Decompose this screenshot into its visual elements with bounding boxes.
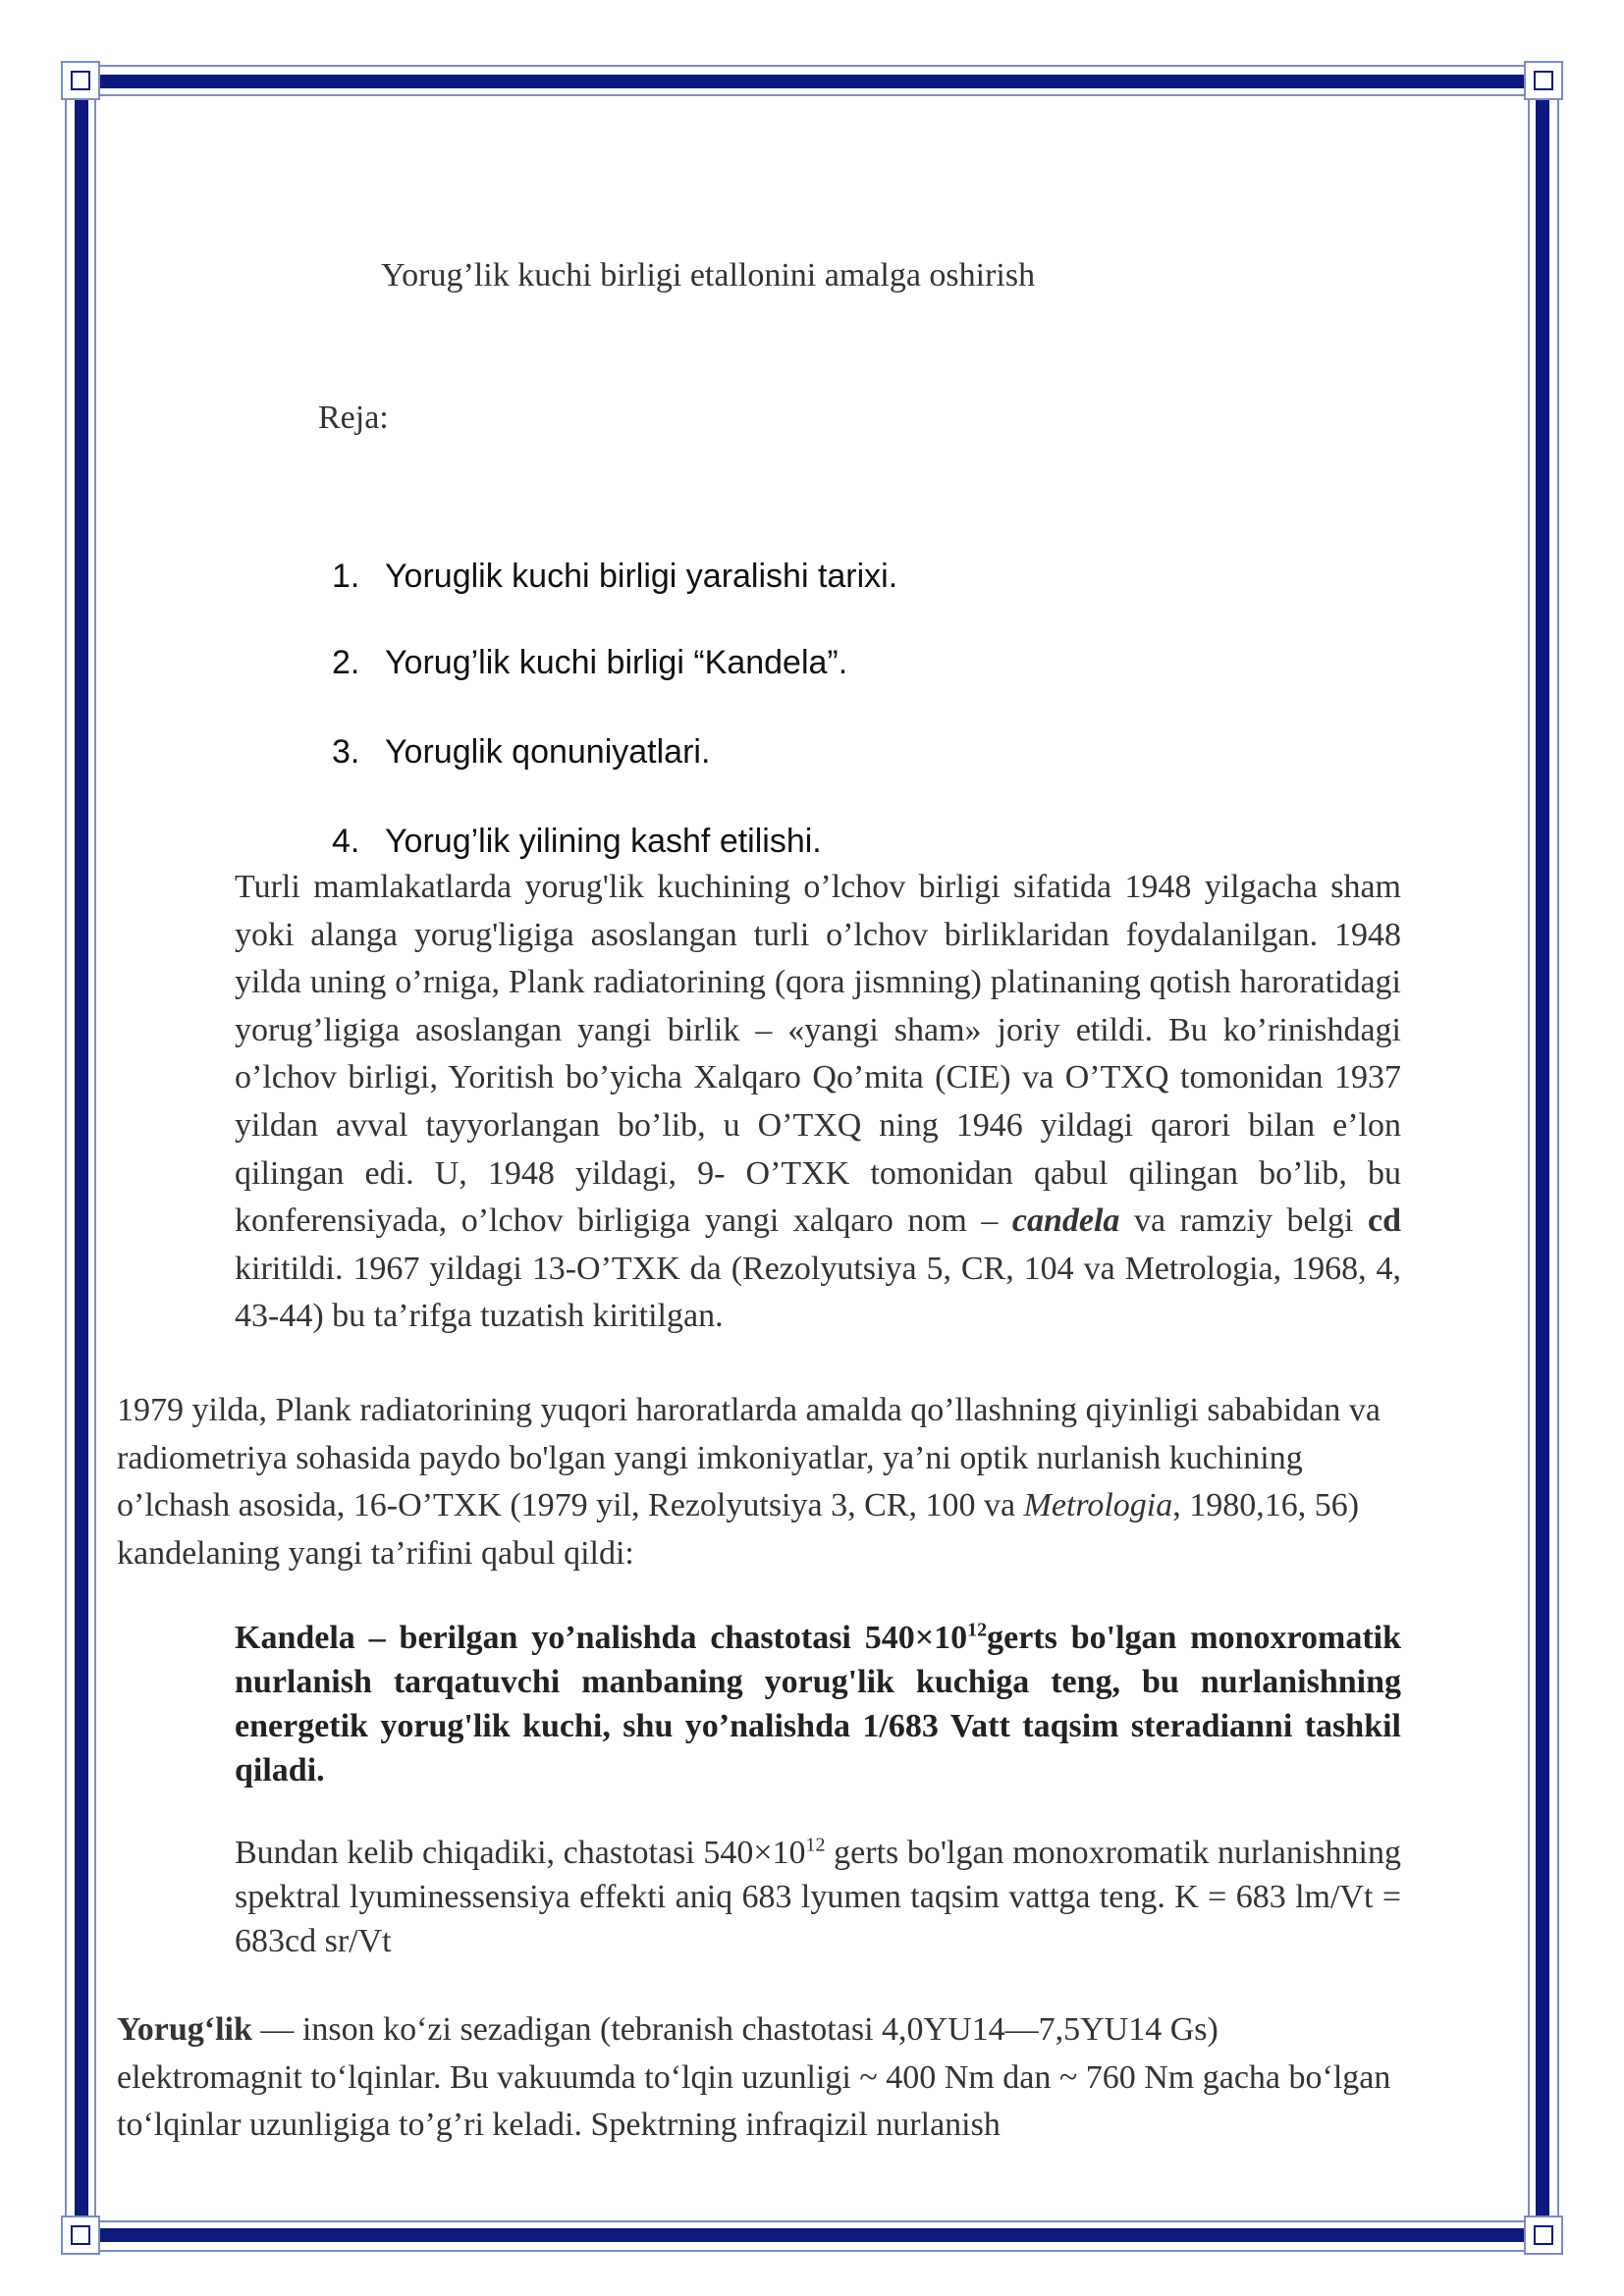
- candela-term: candela: [1011, 1202, 1120, 1240]
- corner-ornament: [61, 2216, 100, 2255]
- plan-item: 1. Yoruglik kuchi birligi yaralishi tarixi.: [332, 558, 898, 595]
- cd-symbol: cd: [1368, 1202, 1402, 1240]
- history-paragraph: Turli mamlakatlarda yorug'lik kuchining o’lchov birligi sifatida 1948 yilgacha sham yoki alanga yorug'ligiga asoslangan turli o’lchov birliklaridan foydalanilgan. 1948 yilda uning o’rniga, Plank radiatorining (qora jismning) platinaning qotish haroratidagi yorug’ligiga asoslangan yangi birlik – «yangi sham» joriy etildi. Bu ko’rinishdagi o’lchov birligi, Yoritish bo’yicha Xalqaro Qo’mita (CIE) va O’TXQ tomonidan 1937 yildan avval tayyorlangan bo’lib, u O’TXQ ning 1946 yildagi qarori bilan e’lon qilingan edi. U, 1948 yildagi, 9- O’TXK tomonidan qabul qilingan bo’lib, bu konferensiyada, o’lchov birligiga yangi xalqaro nom – candela va ramziy belgi cd kiritildi. 1967 yildagi 13-O’TXK da (Rezolyutsiya 5, CR, 104 va Metrologia, 1968, 4, 43-44) bu ta’rifga tuzatish kiritilgan.: [235, 869, 1402, 1335]
- journal-name: Metrologia: [1023, 1487, 1173, 1524]
- luminous-efficacy-paragraph: Bundan kelib chiqadiki, chastotasi $540\times 10^{12}$ gerts bo'lgan monoxromatik nurlanishning spektral lyuminessensiya effekti aniq 683 lyumen taqsim vattga teng. K = 683 lm/Vt = 683cd sr/Vt: [235, 1834, 1401, 1959]
- plan-item: 2. Yorug’lik kuchi birligi “Kandela”.: [332, 644, 848, 681]
- plan-item: 4. Yorug’lik yilining kashf etilishi.: [332, 823, 822, 860]
- light-definition-paragraph: Yorug‘lik — inson ko‘zi sezadigan (tebranish chastotasi 4,0YU14—7,5YU14 Gs) elektromagnit to‘lqinlar. Bu vakuumda to‘lqin uzunligi ~ 400 Nm dan ~ 760 Nm gacha bo‘lgan to‘lqinlar uzunligiga to’g’ri keladi. Spektrning infraqizil nurlanish: [117, 2011, 1391, 2144]
- light-term: Yorug‘lik: [117, 2011, 252, 2048]
- corner-ornament: [61, 61, 100, 100]
- plan-item: 3. Yoruglik qonuniyatlari.: [332, 733, 711, 771]
- corner-ornament: [1524, 61, 1563, 100]
- candela-definition: Kandela – berilgan yo’nalishda chastotasi $540\times 10^{12}gerts$ bo'lgan monoxromatik nurlanish tarqatuvchi manbaning yorug'lik kuchiga teng, bu nurlanishning energetik yorug'lik kuchi, shu yo’nalishda 1/683 Vatt taqsim steradianni tashkil qiladi.: [235, 1619, 1402, 1789]
- plan-heading: Reja:: [318, 400, 389, 436]
- redefinition-paragraph: 1979 yilda, Plank radiatorining yuqori haroratlarda amalda qo’llashning qiyinligi sababidan va radiometriya sohasida paydo bo'lgan yangi imkoniyatlar, ya’ni optik nurlanish kuchining o’lchash asosida, 16-O’TXK (1979 yil, Rezolyutsiya 3, CR, 100 va Metrologia, 1980,16, 56) kandelaning yangi ta’rifini qabul qildi:: [117, 1392, 1380, 1572]
- corner-ornament: [1524, 2216, 1563, 2255]
- document-title: Yorug’lik kuchi birligi etallonini amalga oshirish: [381, 257, 1036, 294]
